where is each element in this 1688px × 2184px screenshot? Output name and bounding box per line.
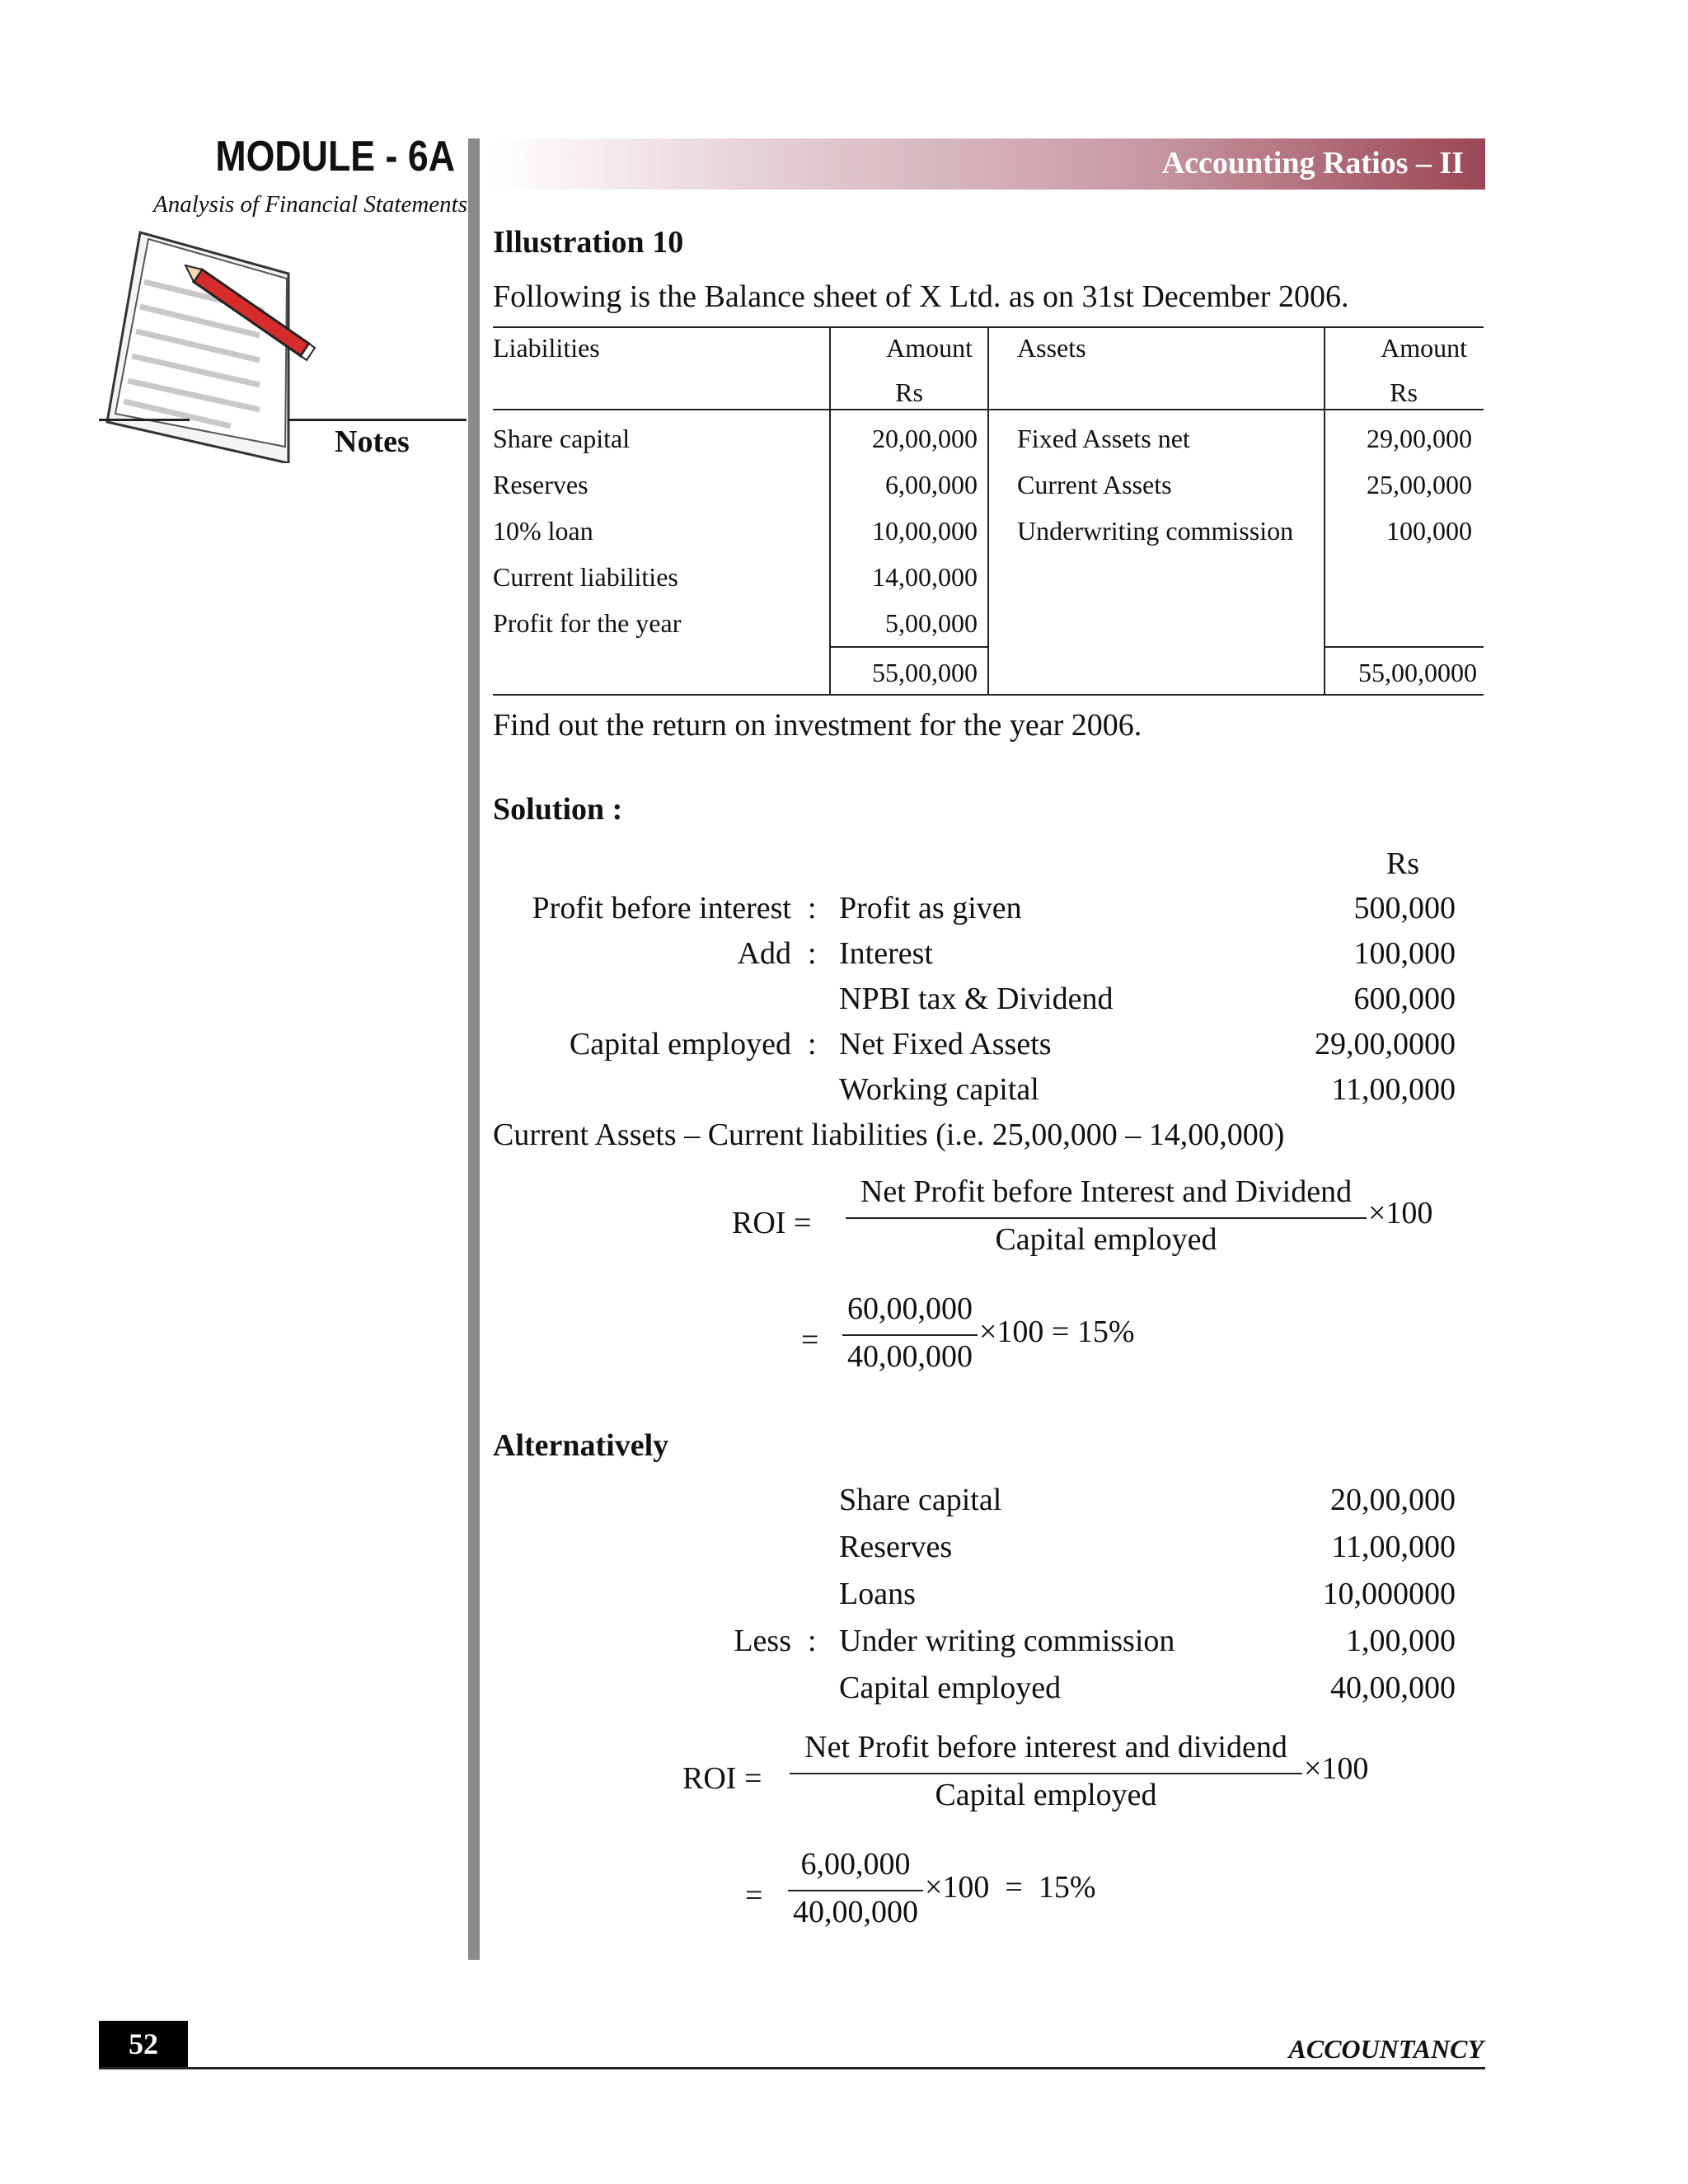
roi-calc-numerator: 6,00,000 (800, 1847, 911, 1882)
header-amount: Amount (886, 333, 973, 363)
solution-row-colon: : (808, 891, 817, 926)
header-rs: Rs (895, 377, 923, 407)
fraction-bar (846, 1217, 1367, 1219)
alt-row-colon: : (808, 1624, 817, 1658)
solution-row-colon: : (808, 936, 817, 971)
module-subtitle: Analysis of Financial Statements (153, 191, 467, 218)
chapter-header-band (491, 138, 1485, 190)
alt-row-desc: Under writing commission (839, 1624, 1175, 1658)
footer-rule (99, 2067, 1485, 2069)
notes-label: Notes (335, 424, 410, 459)
notes-rule-left (99, 419, 190, 421)
liability-label: Share capital (493, 424, 631, 453)
solution-row-value: 500,000 (1353, 891, 1456, 926)
roi-multiplier: ×100 (1368, 1196, 1433, 1230)
liability-label: Profit for the year (493, 608, 682, 638)
illustration-title: Illustration 10 (493, 225, 684, 260)
roi-numerator: Net Profit before Interest and Dividend (860, 1174, 1353, 1209)
fraction-bar (790, 1773, 1302, 1774)
alt-row-value: 40,00,000 (1330, 1671, 1456, 1705)
chapter-title: Accounting Ratios – II (1161, 146, 1464, 180)
asset-amount: 29,00,000 (1367, 424, 1472, 453)
total-assets: 55,00,0000 (1358, 658, 1477, 687)
solution-row-label: Profit before interest (532, 891, 791, 926)
header-assets: Assets (1017, 333, 1086, 363)
liability-amount: 20,00,000 (872, 424, 978, 453)
solution-row-label: Capital employed (569, 1027, 791, 1062)
liability-amount: 10,00,000 (872, 516, 978, 546)
module-title: MODULE - 6A (215, 133, 455, 180)
roi-calc-result: ×100 = 15% (979, 1315, 1135, 1349)
solution-title: Solution : (493, 792, 623, 827)
roi-numerator: Net Profit before interest and dividend (804, 1730, 1287, 1765)
header-amount: Amount (1381, 333, 1467, 363)
solution-row-desc: Profit as given (839, 891, 1022, 926)
total-rule-liabilities (829, 646, 989, 648)
roi-calc-numerator: 60,00,000 (847, 1291, 973, 1326)
total-liabilities: 55,00,000 (872, 658, 978, 687)
roi-calc-denominator: 40,00,000 (793, 1895, 918, 1929)
alt-row-value: 1,00,000 (1346, 1624, 1456, 1658)
alt-row-desc: Share capital (839, 1483, 1002, 1517)
illustration-intro: Following is the Balance sheet of X Ltd. as on 31st December 2006. (493, 279, 1349, 314)
total-rule-assets (1324, 646, 1484, 648)
liability-amount: 14,00,000 (872, 562, 978, 592)
footer-subject: ACCOUNTANCY (1288, 2034, 1484, 2064)
alt-row-desc: Loans (839, 1577, 916, 1611)
roi-calc-eq: = (745, 1878, 763, 1913)
alt-row-desc: Reserves (839, 1530, 953, 1564)
alt-row-label: Less (734, 1624, 791, 1658)
fraction-bar (842, 1334, 978, 1336)
notes-pencil-icon (99, 224, 346, 463)
asset-label: Fixed Assets net (1017, 424, 1190, 453)
liability-amount: 5,00,000 (885, 608, 978, 638)
roi-denominator: Capital employed (995, 1222, 1217, 1257)
liability-amount: 6,00,000 (885, 470, 978, 499)
roi-calc-denominator: 40,00,000 (847, 1339, 973, 1374)
solution-row-value: 100,000 (1353, 936, 1456, 971)
asset-label: Underwriting commission (1017, 516, 1294, 546)
solution-row-value: 29,00,0000 (1315, 1027, 1456, 1062)
notes-rule-right (288, 419, 467, 421)
solution-row-value: 600,000 (1353, 982, 1456, 1016)
solution-row-value: 11,00,000 (1331, 1072, 1456, 1107)
solution-row-desc: NPBI tax & Dividend (839, 982, 1114, 1016)
solution-row-label: Add (737, 936, 791, 971)
solution-row-desc: Net Fixed Assets (839, 1027, 1052, 1062)
question-text: Find out the return on investment for the year 2006. (493, 708, 1142, 743)
alt-row-value: 10,000000 (1322, 1577, 1456, 1611)
solution-row-desc: Working capital (839, 1072, 1039, 1107)
roi-lhs: ROI = (682, 1761, 762, 1796)
alt-row-desc: Capital employed (839, 1671, 1062, 1705)
roi-lhs: ROI = (732, 1206, 812, 1240)
roi-multiplier: ×100 (1304, 1751, 1369, 1786)
solution-row-colon: : (808, 1027, 817, 1062)
solution-row-desc: Interest (839, 936, 933, 971)
roi-denominator: Capital employed (935, 1778, 1157, 1812)
liability-label: Reserves (493, 470, 588, 499)
alternative-title: Alternatively (493, 1428, 669, 1463)
fraction-bar (788, 1890, 923, 1891)
asset-label: Current Assets (1017, 470, 1172, 499)
page-number: 52 (99, 2021, 188, 2067)
liability-label: Current liabilities (493, 562, 678, 592)
working-capital-note: Current Assets – Current liabilities (i.e. 25,00,000 – 14,00,000) (493, 1118, 1285, 1152)
header-liabilities: Liabilities (493, 333, 600, 363)
roi-calc-eq: = (801, 1323, 819, 1357)
asset-amount: 25,00,000 (1367, 470, 1472, 499)
asset-amount: 100,000 (1386, 516, 1472, 546)
alt-row-value: 11,00,000 (1331, 1530, 1456, 1564)
currency-label: Rs (1386, 846, 1419, 881)
header-rs: Rs (1390, 377, 1418, 407)
balance-sheet-table (493, 326, 1484, 697)
roi-calc-result: ×100 = 15% (925, 1870, 1096, 1905)
alt-row-value: 20,00,000 (1330, 1483, 1456, 1517)
liability-label: 10% loan (493, 516, 593, 546)
